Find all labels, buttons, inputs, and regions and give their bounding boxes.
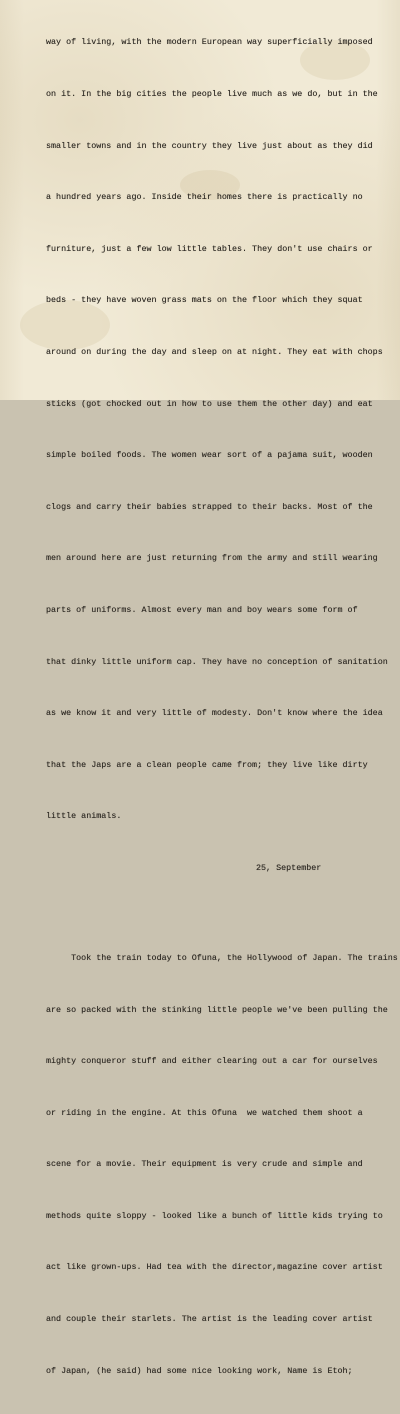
text-line: men around here are just returning from the army and still wearing	[46, 553, 378, 564]
text-line: a hundred years ago. Inside their homes there is practically no	[46, 192, 363, 203]
text-line: and couple their starlets. The artist is the leading cover artist	[46, 1314, 373, 1325]
text-line: on it. In the big cities the people live much as we do, but in the	[46, 89, 378, 99]
text-line: little animals.	[46, 811, 122, 822]
text-line: act like grown-ups. Had tea with the director,magazine cover artist	[46, 1262, 383, 1273]
text-line: scene for a movie. Their equipment is very crude and simple and	[46, 1159, 363, 1170]
text-line: furniture, just a few low little tables. They don't use chairs or	[46, 243, 373, 254]
text-line: beds - they have woven grass mats on the floor which they squat	[46, 295, 363, 306]
text-line: around on during the day and sleep on at night. They eat with chops	[46, 346, 383, 357]
text-line: simple boiled foods. The women wear sort of a pajama suit, wooden	[46, 450, 373, 461]
text-line: are so packed with the stinking little people we've been pulling the	[46, 1004, 388, 1015]
text-line: Took the train today to Ofuna, the Hollywood of Japan. The trains	[46, 952, 398, 963]
text-line: smaller towns and in the country they live just about as they did	[46, 140, 373, 151]
text-line: of Japan, (he said) had some nice looking work, Name is Etoh;	[46, 1365, 353, 1376]
text-line: sticks (got chocked out in how to use them the other day) and eat	[46, 398, 373, 409]
text-line: methods quite sloppy - looked like a bunch of little kids trying to	[46, 1210, 383, 1221]
typed-text-block	[46, 0, 398, 1414]
text-line: mighty conqueror stuff and either clearing out a car for ourselves	[46, 1056, 378, 1067]
date-heading: 25, September	[256, 862, 322, 873]
text-line: that the Japs are a clean people came from; they live like dirty	[46, 759, 368, 770]
text-line: as we know it and very little of modesty. Don't know where the idea	[46, 708, 383, 719]
text-line: or riding in the engine. At this Ofuna we watched them shoot a	[46, 1107, 363, 1118]
paragraph-gap	[46, 912, 386, 916]
text-line: that dinky little uniform cap. They have no conception of sanitation	[46, 656, 388, 667]
text-line: way of living, with the modern European way superficially imposed	[46, 37, 373, 48]
text-line: clogs and carry their babies strapped to their backs. Most of the	[46, 501, 373, 512]
text-line: parts of uniforms. Almost every man and boy wears some form of	[46, 604, 358, 615]
